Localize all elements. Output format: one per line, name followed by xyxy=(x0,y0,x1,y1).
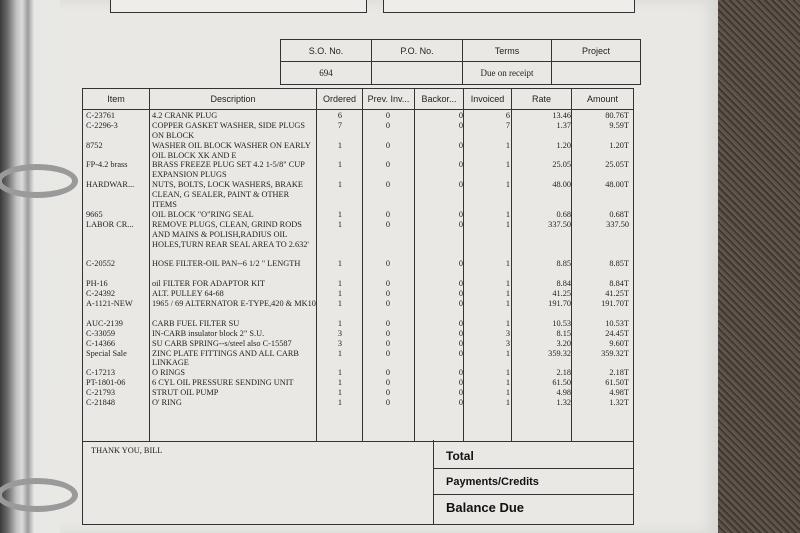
amount-cell: 4.98T xyxy=(609,388,629,398)
amount-cell: 1.32T xyxy=(609,397,629,407)
prev-inv-cell: 0 xyxy=(385,289,391,299)
ordered-cell: 3 xyxy=(337,338,343,348)
rate-cell: 3.20 xyxy=(556,338,571,348)
rate-cell: 359.32 xyxy=(548,348,571,358)
description-cell: 4.2 CRANK PLUG xyxy=(152,111,218,120)
invoiced-cell: 1 xyxy=(505,318,510,328)
ordered-cell: 7 xyxy=(337,120,343,130)
invoiced-cell: 1 xyxy=(505,397,510,407)
ordered-cell: 1 xyxy=(337,219,343,229)
prev-inv-cell: 0 xyxy=(385,140,391,150)
rate-cell: 8.15 xyxy=(556,328,571,338)
table-row xyxy=(83,398,633,408)
binder-ring-icon xyxy=(0,478,78,512)
table-row xyxy=(83,259,633,279)
invoiced-cell: 1 xyxy=(505,180,510,190)
item-cell: Special Sale xyxy=(86,348,127,358)
terms-label: Terms xyxy=(463,40,552,62)
description-cell: 6 CYL OIL PRESSURE SENDING UNIT xyxy=(152,378,294,388)
amount-cell: 0.68T xyxy=(609,209,629,219)
prev-inv-cell: 0 xyxy=(385,259,391,269)
binder-ring-icon xyxy=(0,164,78,198)
description-cell: REMOVE PLUGS, CLEAN, GRIND RODS AND MAINS & POLISH,RADIUS OIL HOLES,TURN REAR SEAL AREA TO 2.632' xyxy=(152,219,309,249)
invoiced-cell: 6 xyxy=(505,111,510,120)
table-row xyxy=(83,180,633,210)
table-row xyxy=(83,210,633,220)
table-row xyxy=(83,388,633,398)
totals-box xyxy=(433,440,634,524)
description-cell: BRASS FREEZE PLUG SET 4.2 1-5/8" CUP EXPANSION PLUGS xyxy=(152,160,305,180)
ordered-cell: 3 xyxy=(337,328,343,338)
backordered-cell: 0 xyxy=(458,120,463,130)
prev-inv-cell: 0 xyxy=(385,209,391,219)
table-row xyxy=(83,121,633,141)
totals-divider xyxy=(434,494,634,495)
rate-cell: 2.18 xyxy=(556,368,571,378)
so-value: 694 xyxy=(281,62,372,85)
backordered-cell: 0 xyxy=(458,338,463,348)
amount-cell: 48.00T xyxy=(605,180,629,190)
ordered-cell: 1 xyxy=(337,289,343,299)
col-backordered: Backor... xyxy=(421,94,457,104)
invoiced-cell: 1 xyxy=(505,289,510,299)
rate-cell: 4.98 xyxy=(556,388,571,398)
ordered-cell: 1 xyxy=(337,259,343,269)
amount-cell: 41.25T xyxy=(605,289,629,299)
item-cell: A-1121-NEW xyxy=(86,299,133,309)
description-cell: SU CARB SPRING--s/steel also C-15587 xyxy=(152,338,292,348)
description-cell: NUTS, BOLTS, LOCK WASHERS, BRAKE CLEAN, G SEALER, PAINT & OTHER ITEMS xyxy=(152,180,303,210)
item-cell: PT-1801-06 xyxy=(86,378,126,388)
col-description: Description xyxy=(210,94,256,104)
table-row xyxy=(83,111,633,121)
amount-cell: 61.50T xyxy=(605,378,629,388)
rate-cell: 191.70 xyxy=(548,299,571,309)
invoiced-cell: 3 xyxy=(505,328,510,338)
so-label: S.O. No. xyxy=(281,40,372,62)
invoiced-cell: 7 xyxy=(505,120,510,130)
prev-inv-cell: 0 xyxy=(385,180,391,190)
description-cell: COPPER GASKET WASHER, SIDE PLUGS ON BLOCK xyxy=(152,120,305,140)
table-row xyxy=(83,319,633,329)
table-row xyxy=(83,349,633,369)
invoiced-cell: 1 xyxy=(505,160,510,170)
invoiced-cell: 1 xyxy=(505,299,510,309)
invoiced-cell: 1 xyxy=(505,348,510,358)
table-row xyxy=(83,289,633,299)
prev-inv-cell: 0 xyxy=(385,111,391,120)
description-cell: OIL BLOCK "O"RING SEAL xyxy=(152,209,254,219)
ordered-cell: 1 xyxy=(337,160,343,170)
rate-cell: 8.85 xyxy=(556,259,571,269)
project-label: Project xyxy=(552,40,641,62)
backordered-cell: 0 xyxy=(458,140,463,150)
ordered-cell: 6 xyxy=(337,111,343,120)
col-prev-inv: Prev. Inv... xyxy=(367,94,410,104)
ordered-cell: 1 xyxy=(337,348,343,358)
rate-cell: 1.32 xyxy=(556,397,571,407)
amount-cell: 191.70T xyxy=(601,299,629,309)
backordered-cell: 0 xyxy=(458,289,463,299)
description-cell: WASHER OIL BLOCK WASHER ON EARLY OIL BLOCK XK AND E xyxy=(152,140,311,160)
item-cell: 8752 xyxy=(86,140,103,150)
description-cell: O RINGS xyxy=(152,368,185,378)
item-cell: HARDWAR... xyxy=(86,180,135,190)
prev-inv-cell: 0 xyxy=(385,299,391,309)
item-cell: AUC-2139 xyxy=(86,318,123,328)
top-field-box xyxy=(110,0,367,13)
invoiced-cell: 1 xyxy=(505,259,510,269)
prev-inv-cell: 0 xyxy=(385,279,391,289)
invoiced-cell: 1 xyxy=(505,368,510,378)
description-cell: oil FILTER FOR ADAPTOR KIT xyxy=(152,279,265,289)
description-cell: IN-CARB insulator block 2" S.U. xyxy=(152,328,265,338)
description-cell: HOSE FILTER-OIL PAN--6 1/2 " LENGTH xyxy=(152,259,301,269)
amount-cell: 337.50 xyxy=(606,219,629,229)
po-label: P.O. No. xyxy=(372,40,463,62)
po-value xyxy=(372,62,463,85)
prev-inv-cell: 0 xyxy=(385,160,391,170)
customer-memo: THANK YOU, BILL xyxy=(91,446,163,455)
prev-inv-cell: 0 xyxy=(385,120,391,130)
rate-cell: 25.05 xyxy=(552,160,571,170)
rate-cell: 0.68 xyxy=(556,209,571,219)
backordered-cell: 0 xyxy=(458,209,463,219)
footer-area xyxy=(82,440,634,525)
prev-inv-cell: 0 xyxy=(385,388,391,398)
backordered-cell: 0 xyxy=(458,160,463,170)
rate-cell: 13.46 xyxy=(552,111,571,120)
table-row xyxy=(83,378,633,388)
backordered-cell: 0 xyxy=(458,219,463,229)
table-row xyxy=(83,299,633,319)
rate-cell: 1.20 xyxy=(556,140,571,150)
backordered-cell: 0 xyxy=(458,259,463,269)
table-row xyxy=(83,220,633,260)
invoiced-cell: 3 xyxy=(505,338,510,348)
amount-cell: 1.20T xyxy=(609,140,629,150)
item-cell: C-21848 xyxy=(86,397,116,407)
col-amount: Amount xyxy=(586,94,619,104)
item-cell: FP-4.2 brass xyxy=(86,160,128,170)
prev-inv-cell: 0 xyxy=(385,368,391,378)
prev-inv-cell: 0 xyxy=(385,318,391,328)
backordered-cell: 0 xyxy=(458,111,463,120)
amount-cell: 359.32T xyxy=(601,348,629,358)
item-cell: C-14366 xyxy=(86,338,116,348)
ordered-cell: 1 xyxy=(337,318,343,328)
backordered-cell: 0 xyxy=(458,299,463,309)
backordered-cell: 0 xyxy=(458,378,463,388)
col-rate: Rate xyxy=(531,94,551,104)
description-cell: ALT. PULLEY 64-68 xyxy=(152,289,224,299)
col-item: Item xyxy=(107,94,125,104)
prev-inv-cell: 0 xyxy=(385,378,391,388)
backordered-cell: 0 xyxy=(458,328,463,338)
order-header-table xyxy=(280,39,641,85)
ordered-cell: 1 xyxy=(337,140,343,150)
invoiced-cell: 1 xyxy=(505,140,510,150)
item-cell: C-17213 xyxy=(86,368,116,378)
table-row xyxy=(83,339,633,349)
project-value xyxy=(552,62,641,85)
table-row xyxy=(83,141,633,161)
col-invoiced: Invoiced xyxy=(470,94,505,104)
prev-inv-cell: 0 xyxy=(385,338,391,348)
table-row xyxy=(83,329,633,339)
backordered-cell: 0 xyxy=(458,368,463,378)
item-cell: PH-16 xyxy=(86,279,108,289)
rate-cell: 48.00 xyxy=(552,180,571,190)
amount-cell: 2.18T xyxy=(609,368,629,378)
binder-spine xyxy=(0,0,60,533)
description-cell: ZINC PLATE FITTINGS AND ALL CARB LINKAGE xyxy=(152,348,299,368)
table-row xyxy=(83,279,633,289)
item-cell: 9665 xyxy=(86,209,103,219)
top-field-box xyxy=(383,0,635,13)
terms-value: Due on receipt xyxy=(463,62,552,85)
prev-inv-cell: 0 xyxy=(385,348,391,358)
ordered-cell: 1 xyxy=(337,180,343,190)
amount-cell: 80.76T xyxy=(605,111,629,120)
description-cell: 1965 / 69 ALTERNATOR E-TYPE,420 & MK10 xyxy=(152,299,316,309)
backordered-cell: 0 xyxy=(458,318,463,328)
amount-cell: 8.84T xyxy=(609,279,629,289)
rate-cell: 61.50 xyxy=(552,378,571,388)
ordered-cell: 1 xyxy=(337,279,343,289)
invoiced-cell: 1 xyxy=(505,388,510,398)
rate-cell: 41.25 xyxy=(552,289,571,299)
item-cell: C-33059 xyxy=(86,328,116,338)
backordered-cell: 0 xyxy=(458,279,463,289)
ordered-cell: 1 xyxy=(337,378,343,388)
backordered-cell: 0 xyxy=(458,180,463,190)
rate-cell: 1.37 xyxy=(556,120,571,130)
rate-cell: 10.53 xyxy=(552,318,571,328)
backordered-cell: 0 xyxy=(458,388,463,398)
col-ordered: Ordered xyxy=(322,94,357,104)
amount-cell: 9.60T xyxy=(609,338,629,348)
balance-due-label: Balance Due xyxy=(446,500,525,515)
header-divider xyxy=(83,109,633,110)
totals-divider xyxy=(434,468,634,469)
amount-cell: 10.53T xyxy=(605,318,629,328)
item-cell: LABOR CR... xyxy=(86,219,134,229)
line-items-body xyxy=(83,111,633,408)
item-cell: C-23761 xyxy=(86,111,116,120)
table-row xyxy=(83,368,633,378)
ordered-cell: 1 xyxy=(337,397,343,407)
backordered-cell: 0 xyxy=(458,348,463,358)
item-cell: C-2296-3 xyxy=(86,120,118,130)
ordered-cell: 1 xyxy=(337,209,343,219)
description-cell: CARB FUEL FILTER SU xyxy=(152,318,240,328)
amount-cell: 25.05T xyxy=(605,160,629,170)
backordered-cell: 0 xyxy=(458,397,463,407)
payments-credits-label: Payments/Credits xyxy=(446,476,539,488)
invoiced-cell: 1 xyxy=(505,279,510,289)
rate-cell: 8.84 xyxy=(556,279,571,289)
table-row xyxy=(83,160,633,180)
prev-inv-cell: 0 xyxy=(385,219,391,229)
prev-inv-cell: 0 xyxy=(385,328,391,338)
ordered-cell: 1 xyxy=(337,388,343,398)
description-cell: STRUT OIL PUMP xyxy=(152,388,219,398)
amount-cell: 24.45T xyxy=(605,328,629,338)
ordered-cell: 1 xyxy=(337,299,343,309)
invoiced-cell: 1 xyxy=(505,209,510,219)
invoiced-cell: 1 xyxy=(505,219,510,229)
item-cell: C-21793 xyxy=(86,388,116,398)
prev-inv-cell: 0 xyxy=(385,397,391,407)
amount-cell: 8.85T xyxy=(609,259,629,269)
item-cell: C-24392 xyxy=(86,289,116,299)
rate-cell: 337.50 xyxy=(548,219,571,229)
total-label: Total xyxy=(446,449,474,463)
line-items-table xyxy=(82,88,634,442)
description-cell: O' RING xyxy=(152,397,182,407)
item-cell: C-20552 xyxy=(86,259,116,269)
amount-cell: 9.59T xyxy=(609,120,629,130)
invoiced-cell: 1 xyxy=(505,378,510,388)
ordered-cell: 1 xyxy=(337,368,343,378)
